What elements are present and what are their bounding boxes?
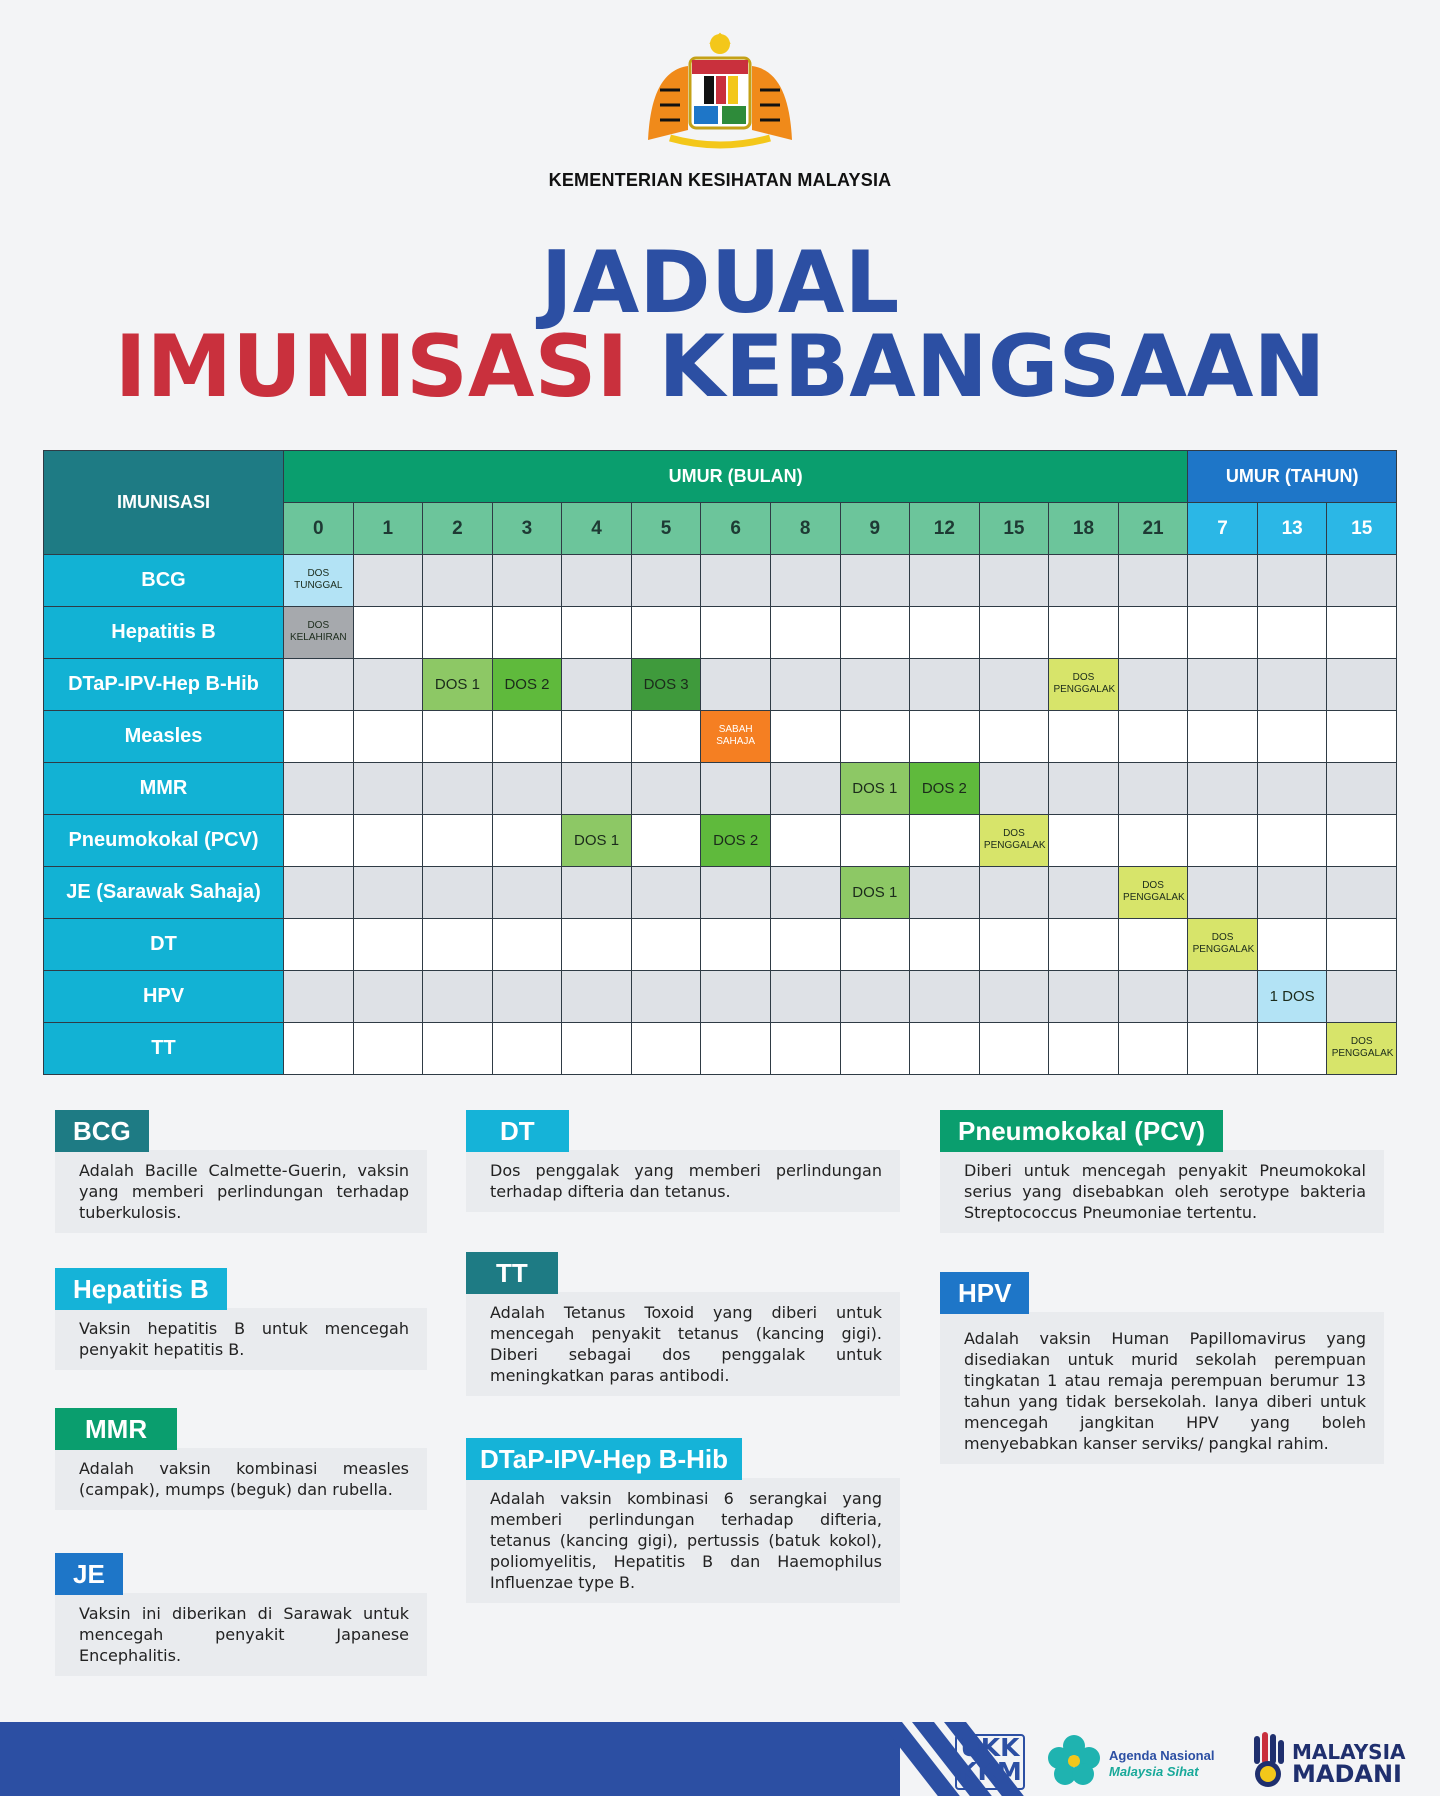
vaccine-name: Pneumokokal (PCV) [44,815,284,867]
empty-cell [284,971,354,1023]
empty-cell [1049,555,1119,607]
age-month-header: 0 [284,503,354,555]
dose-label: 1 DOS [1269,987,1315,1005]
desc-card-mmr [55,1408,427,1510]
empty-cell [492,815,562,867]
desc-card-hpv [940,1272,1384,1464]
empty-cell [840,711,910,763]
empty-cell [423,815,493,867]
ukk-kkm-logo [955,1734,1025,1790]
desc-text-dtap: Adalah vaksin kombinasi 6 serangkai yang memberi perlindungan terhadap difteria, tetanus (kancing gigi), pertussis (batuk kokol), poliomyelitis, Hepatitis B dan Haemophilus Influenzae type B. [466,1478,900,1603]
malaysia-madani-logo [1248,1730,1408,1790]
empty-cell [1049,607,1119,659]
empty-cell [353,815,423,867]
dose-cell [910,763,980,815]
madani-logo-line1: MALAYSIA [1292,1740,1406,1764]
dose-cell [1257,971,1327,1023]
vaccine-name: JE (Sarawak Sahaja) [44,867,284,919]
empty-cell [284,919,354,971]
empty-cell [770,867,840,919]
madani-logo-line2: MADANI [1292,1760,1402,1788]
empty-cell [910,555,980,607]
empty-cell [701,659,771,711]
desc-card-je [55,1553,427,1676]
dose-label: DOS 2 [504,675,550,693]
desc-title-tt: TT [466,1252,558,1294]
empty-cell [770,763,840,815]
vaccine-name: DT [44,919,284,971]
age-year-header: 7 [1188,503,1258,555]
empty-cell [1049,971,1119,1023]
dose-label: DOS 1 [852,883,898,901]
empty-cell [979,867,1049,919]
empty-cell [631,971,701,1023]
empty-cell [423,971,493,1023]
desc-card-dtap [466,1438,900,1603]
schedule-row [44,555,1397,607]
dose-cell [1118,867,1188,919]
desc-text-hpv: Adalah vaksin Human Papillomavirus yang disediakan untuk murid sekolah perempuan tingkatan 1 atau remaja perempuan berumur 13 tahun yang tidak bersekolah. Ianya diberi untuk mencegah jangkitan HPV yang boleh menyebabkan kanser serviks/ pangkal rahim. [940,1312,1384,1464]
empty-cell [631,919,701,971]
empty-cell [1257,711,1327,763]
empty-cell [492,763,562,815]
dose-label: SABAH SAHAJA [716,724,756,747]
age-month-header: 21 [1118,503,1188,555]
desc-text-pcv: Diberi untuk mencegah penyakit Pneumokokal serius yang disebabkan oleh serotype bakteria Streptococcus Pneumoniae tertentu. [940,1150,1384,1233]
schedule-row [44,971,1397,1023]
empty-cell [562,1023,632,1075]
empty-cell [353,1023,423,1075]
empty-cell [1327,867,1397,919]
empty-cell [840,1023,910,1075]
empty-cell [284,1023,354,1075]
empty-cell [353,763,423,815]
empty-cell [1118,711,1188,763]
immunization-schedule-table [43,450,1397,1075]
dose-label: DOS PENGGALAK [983,828,1046,851]
dose-cell [1327,1023,1397,1075]
empty-cell [910,971,980,1023]
empty-cell [631,815,701,867]
title-imunisasi: IMUNISASI [114,317,629,417]
desc-card-bcg [55,1110,427,1233]
empty-cell [979,763,1049,815]
age-month-header: 18 [1049,503,1119,555]
empty-cell [910,919,980,971]
desc-text-je: Vaksin ini diberikan di Sarawak untuk mencegah penyakit Japanese Encephalitis. [55,1593,427,1676]
empty-cell [1327,711,1397,763]
desc-title-je: JE [55,1553,123,1595]
empty-cell [840,555,910,607]
hibiscus-icon [1045,1732,1103,1788]
empty-cell [492,607,562,659]
empty-cell [284,763,354,815]
footer-blue-band [0,1722,900,1796]
vaccine-name: Measles [44,711,284,763]
age-month-header: 12 [910,503,980,555]
empty-cell [701,607,771,659]
malaysia-coat-of-arms-logo [630,30,810,150]
empty-cell [1327,659,1397,711]
empty-cell [284,867,354,919]
empty-cell [353,607,423,659]
empty-cell [701,867,771,919]
empty-cell [1188,1023,1258,1075]
schedule-row [44,607,1397,659]
empty-cell [1049,1023,1119,1075]
dose-cell [631,659,701,711]
agenda-nasional-logo [1045,1730,1235,1790]
empty-cell [492,919,562,971]
empty-cell [1118,1023,1188,1075]
dose-cell [1188,919,1258,971]
empty-cell [979,659,1049,711]
ministry-name: KEMENTERIAN KESIHATAN MALAYSIA [548,170,892,190]
dose-cell [840,763,910,815]
dose-label: DOS 1 [852,779,898,797]
empty-cell [1049,763,1119,815]
empty-cell [492,711,562,763]
empty-cell [1049,867,1119,919]
empty-cell [770,711,840,763]
empty-cell [1257,1023,1327,1075]
vaccine-name: MMR [44,763,284,815]
empty-cell [910,1023,980,1075]
vaccine-name: BCG [44,555,284,607]
empty-cell [353,919,423,971]
empty-cell [701,971,771,1023]
empty-cell [840,815,910,867]
empty-cell [770,555,840,607]
desc-text-dt: Dos penggalak yang memberi perlindungan terhadap difteria dan tetanus. [466,1150,900,1212]
empty-cell [284,659,354,711]
empty-cell [979,1023,1049,1075]
empty-cell [423,555,493,607]
empty-cell [1188,867,1258,919]
dose-label: DOS 2 [921,779,967,797]
page-title-line2 [0,317,1440,417]
empty-cell [1327,763,1397,815]
empty-cell [840,607,910,659]
dose-label: DOS 3 [643,675,689,693]
header-umur-tahun: UMUR (TAHUN) [1188,451,1397,503]
desc-title-dt: DT [466,1110,569,1152]
age-month-header: 5 [631,503,701,555]
empty-cell [910,607,980,659]
empty-cell [1118,763,1188,815]
empty-cell [1257,659,1327,711]
age-month-header: 1 [353,503,423,555]
empty-cell [562,555,632,607]
desc-text-mmr: Adalah vaksin kombinasi measles (campak), mumps (beguk) dan rubella. [55,1448,427,1510]
age-month-header: 8 [770,503,840,555]
empty-cell [770,659,840,711]
desc-card-tt [466,1252,900,1396]
empty-cell [979,555,1049,607]
empty-cell [1049,919,1119,971]
empty-cell [423,919,493,971]
desc-text-hepatitis-b: Vaksin hepatitis B untuk mencegah penyakit hepatitis B. [55,1308,427,1370]
header-imunisasi: IMUNISASI [44,451,284,555]
empty-cell [631,711,701,763]
title-kebangsaan: KEBANGSAAN [658,317,1326,417]
empty-cell [1327,815,1397,867]
age-month-header: 3 [492,503,562,555]
dose-cell [562,815,632,867]
empty-cell [492,1023,562,1075]
age-year-header: 13 [1257,503,1327,555]
empty-cell [1118,919,1188,971]
desc-title-hepatitis-b: Hepatitis B [55,1268,227,1310]
dose-cell [284,555,354,607]
vaccine-name: TT [44,1023,284,1075]
empty-cell [1049,711,1119,763]
empty-cell [631,1023,701,1075]
empty-cell [770,1023,840,1075]
empty-cell [1327,971,1397,1023]
empty-cell [701,763,771,815]
empty-cell [701,919,771,971]
vaccine-name: Hepatitis B [44,607,284,659]
empty-cell [1118,659,1188,711]
dose-label: DOS TUNGGAL [294,568,343,591]
empty-cell [562,763,632,815]
empty-cell [423,711,493,763]
desc-text-tt: Adalah Tetanus Toxoid yang diberi untuk mencegah penyakit tetanus (kancing gigi). Diberi sebagai dos penggalak untuk meningkatkan paras antibodi. [466,1292,900,1396]
dose-cell [701,711,771,763]
page-title-line1: JADUAL [540,233,900,333]
schedule-row [44,763,1397,815]
empty-cell [562,867,632,919]
empty-cell [353,555,423,607]
empty-cell [423,607,493,659]
empty-cell [562,971,632,1023]
empty-cell [979,971,1049,1023]
empty-cell [1257,555,1327,607]
empty-cell [1188,971,1258,1023]
empty-cell [1188,555,1258,607]
header-umur-bulan: UMUR (BULAN) [284,451,1188,503]
empty-cell [910,867,980,919]
age-month-header: 15 [979,503,1049,555]
empty-cell [1118,815,1188,867]
schedule-row [44,711,1397,763]
dose-label: DOS 1 [574,831,620,849]
age-month-header: 2 [423,503,493,555]
empty-cell [1118,607,1188,659]
empty-cell [1257,919,1327,971]
schedule-row [44,815,1397,867]
empty-cell [770,815,840,867]
empty-cell [631,867,701,919]
empty-cell [631,763,701,815]
empty-cell [1188,607,1258,659]
empty-cell [423,867,493,919]
desc-card-dt [466,1110,900,1212]
desc-title-mmr: MMR [55,1408,177,1450]
empty-cell [1188,711,1258,763]
vaccine-name: HPV [44,971,284,1023]
desc-card-pcv [940,1110,1384,1233]
empty-cell [562,919,632,971]
age-month-header: 4 [562,503,632,555]
desc-text-bcg: Adalah Bacille Calmette-Guerin, vaksin yang memberi perlindungan terhadap tuberkulosis. [55,1150,427,1233]
empty-cell [353,711,423,763]
empty-cell [423,763,493,815]
empty-cell [701,555,771,607]
empty-cell [1327,607,1397,659]
empty-cell [1257,815,1327,867]
empty-cell [1257,867,1327,919]
empty-cell [979,711,1049,763]
empty-cell [770,919,840,971]
empty-cell [840,919,910,971]
dose-label: DOS PENGGALAK [1053,672,1116,695]
empty-cell [1188,815,1258,867]
empty-cell [562,607,632,659]
empty-cell [910,815,980,867]
desc-title-bcg: BCG [55,1110,149,1152]
vaccine-name: DTaP-IPV-Hep B-Hib [44,659,284,711]
empty-cell [840,971,910,1023]
empty-cell [770,971,840,1023]
dose-cell [284,607,354,659]
age-year-header: 15 [1327,503,1397,555]
desc-title-pcv: Pneumokokal (PCV) [940,1110,1223,1152]
dose-label: DOS PENGGALAK [1331,1036,1394,1059]
empty-cell [492,971,562,1023]
dose-cell [701,815,771,867]
empty-cell [492,867,562,919]
age-month-header: 9 [840,503,910,555]
empty-cell [1118,971,1188,1023]
schedule-row [44,659,1397,711]
dose-cell [840,867,910,919]
desc-card-hepatitis-b [55,1268,427,1370]
dose-cell [423,659,493,711]
madani-hand-icon [1248,1730,1288,1790]
empty-cell [1257,607,1327,659]
desc-title-hpv: HPV [940,1272,1029,1314]
desc-title-dtap: DTaP-IPV-Hep B-Hib [466,1438,742,1480]
empty-cell [1327,919,1397,971]
dose-label: DOS PENGGALAK [1192,932,1255,955]
empty-cell [423,1023,493,1075]
empty-cell [701,1023,771,1075]
empty-cell [492,555,562,607]
empty-cell [1188,763,1258,815]
empty-cell [353,867,423,919]
empty-cell [631,607,701,659]
empty-cell [1049,815,1119,867]
dose-label: DOS 2 [713,831,759,849]
empty-cell [562,659,632,711]
empty-cell [631,555,701,607]
empty-cell [1327,555,1397,607]
schedule-row [44,919,1397,971]
empty-cell [353,971,423,1023]
dose-label: DOS PENGGALAK [1123,880,1185,903]
empty-cell [979,919,1049,971]
empty-cell [562,711,632,763]
dose-cell [979,815,1049,867]
schedule-row [44,867,1397,919]
agenda-logo-line2: Malaysia Sihat [1109,1764,1199,1779]
dose-cell [492,659,562,711]
empty-cell [284,711,354,763]
ukk-logo-line2: KKM [958,1757,1022,1786]
empty-cell [910,659,980,711]
agenda-logo-line1: Agenda Nasional [1109,1748,1215,1763]
empty-cell [840,659,910,711]
empty-cell [1118,555,1188,607]
empty-cell [1257,763,1327,815]
empty-cell [770,607,840,659]
schedule-row [44,1023,1397,1075]
empty-cell [1188,659,1258,711]
empty-cell [910,711,980,763]
ukk-logo-line1: UKK [960,1733,1020,1762]
dose-label: DOS 1 [434,675,480,693]
dose-cell [1049,659,1119,711]
empty-cell [979,607,1049,659]
age-month-header: 6 [701,503,771,555]
empty-cell [284,815,354,867]
empty-cell [353,659,423,711]
dose-label: DOS KELAHIRAN [289,620,347,643]
